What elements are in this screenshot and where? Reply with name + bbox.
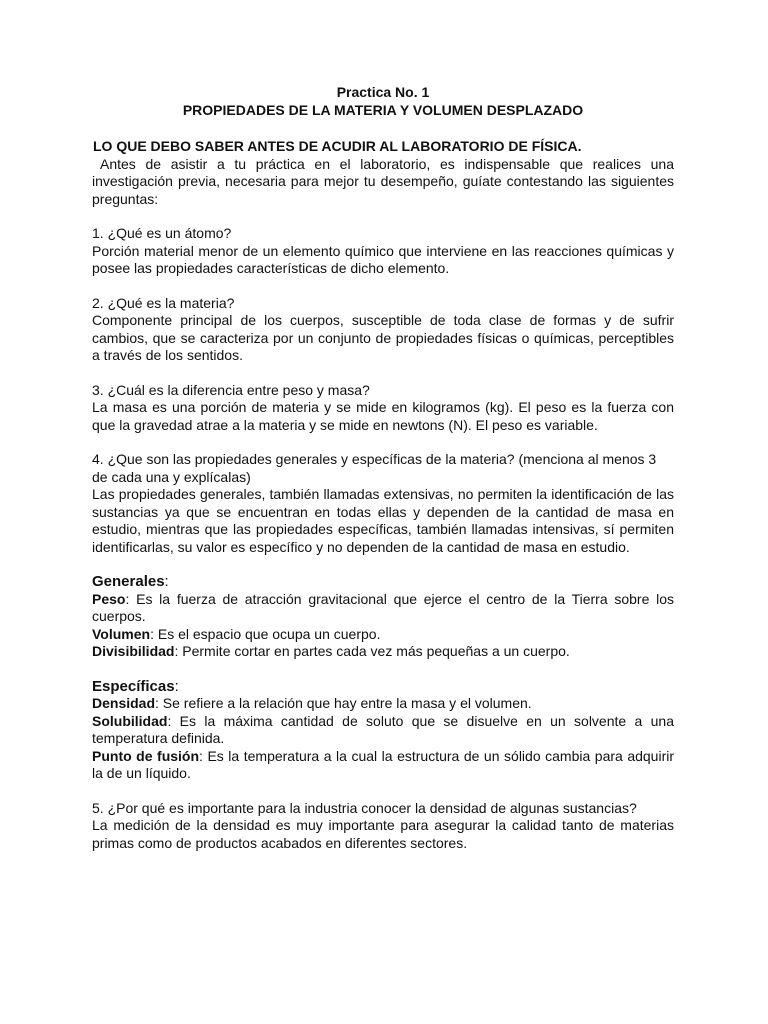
property-punto-de-fusion — [92, 748, 674, 783]
generales-heading-text: Generales — [92, 573, 165, 590]
property-description: Permite cortar en partes cada vez más pequeñas a un cuerpo. — [182, 643, 570, 659]
term-separator: : — [174, 643, 183, 659]
property-description: Es la temperatura a la cual la estructura de un sólido cambia para adquirir la de un líquido. — [92, 747, 675, 781]
question-4: 4. ¿Que son las propiedades generales y específicas de la materia? (menciona al menos 3 de cada una y explícalas) — [92, 451, 657, 485]
section-heading: LO QUE DEBO SABER ANTES DE ACUDIR AL LABORATORIO DE FÍSICA. — [93, 138, 582, 154]
property-term: Volumen — [92, 625, 151, 642]
property-volumen — [92, 626, 674, 644]
property-description: Se refiere a la relación que hay entre la masa y el volumen. — [162, 695, 532, 711]
property-description: Es el espacio que ocupa un cuerpo. — [157, 625, 381, 642]
term-separator: : — [155, 695, 163, 711]
property-peso — [92, 591, 674, 626]
answer-2: Componente principal de los cuerpos, susceptible de toda clase de formas y de sufrir cambios, que se caracteriza por un conjunto de propiedades físicas o químicas, perceptibles a través de los sentidos. — [92, 312, 674, 363]
property-densidad — [92, 695, 674, 713]
question-5: 5. ¿Por qué es importante para la industria conocer la densidad de algunas sustancias? — [92, 799, 637, 816]
property-term: Divisibilidad — [92, 643, 175, 659]
question-2: 2. ¿Qué es la materia? — [92, 294, 235, 311]
document-body — [92, 84, 674, 852]
property-term: Densidad — [92, 695, 156, 711]
heading-colon: : — [164, 573, 169, 590]
answer-5: La medición de la densidad es muy importante para asegurar la calidad tanto de materias primas como de productos acabados en diferentes sectores. — [92, 817, 674, 851]
question-3: 3. ¿Cuál es la diferencia entre peso y masa? — [92, 381, 370, 398]
property-description: Es la fuerza de atracción gravitacional que ejerce el centro de la Tierra sobre los cuerpos. — [92, 590, 675, 624]
property-term: Peso — [92, 590, 126, 607]
term-separator: : — [125, 590, 137, 607]
property-term: Solubilidad — [92, 712, 168, 729]
question-1: 1. ¿Qué es un átomo? — [92, 225, 232, 241]
property-description: Es la máxima cantidad de soluto que se disuelve en un solvente a una temperatura definida. — [92, 712, 674, 746]
especificas-heading-text: Específicas — [92, 677, 175, 695]
property-term: Punto de fusión — [92, 747, 200, 764]
page-title: Practica No. 1 — [336, 84, 430, 100]
intro-paragraph: Antes de asistir a tu práctica en el laboratorio, es indispensable que realices una investigación previa, necesaria para mejor tu desempeño, guíate contestando las siguientes preguntas: — [92, 155, 674, 207]
heading-colon: : — [174, 677, 179, 695]
term-separator: : — [199, 747, 208, 764]
answer-3: La masa es una porción de materia y se mide en kilogramos (kg). El peso es la fuerza con que la gravedad atrae a la materia y se mide en newtons (N). El peso es variable. — [92, 399, 674, 433]
answer-4: Las propiedades generales, también llamadas extensivas, no permiten la identificación de las sustancias ya que se encuentran en todas ellas y dependen de la cantidad de masa en estudio, mientras que las propiedades específicas, también llamadas intensivas, sí permiten identificarlas, su valor es específico y no dependen de la cantidad de masa en estudio. — [92, 486, 674, 555]
property-divisibilidad — [92, 643, 674, 661]
term-separator: : — [167, 712, 180, 729]
page-subtitle: PROPIEDADES DE LA MATERIA Y VOLUMEN DESPLAZADO — [182, 101, 584, 118]
generales-heading — [92, 573, 674, 591]
term-separator: : — [150, 625, 158, 642]
property-solubilidad — [92, 713, 674, 748]
answer-1: Porción material menor de un elemento químico que interviene en las reacciones químicas y posee las propiedades características de dicho elemento. — [92, 242, 674, 276]
especificas-heading — [92, 678, 674, 696]
